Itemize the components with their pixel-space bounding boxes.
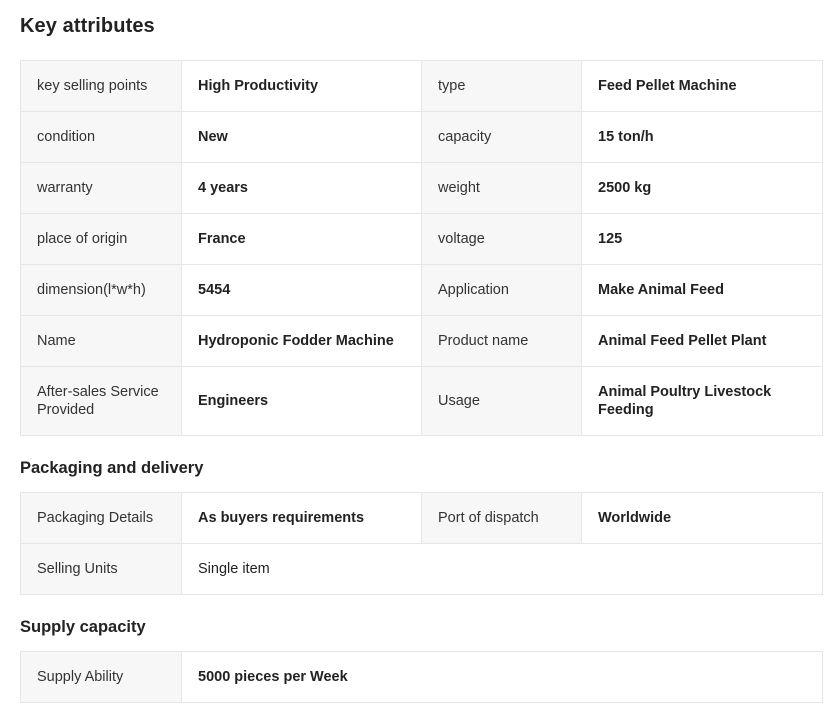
table-row bbox=[21, 367, 823, 436]
key-attributes-table bbox=[20, 60, 823, 436]
table-row bbox=[21, 316, 823, 367]
attribute-label: Port of dispatch bbox=[422, 493, 582, 544]
table-row bbox=[21, 652, 823, 703]
attribute-label: After-sales Service Provided bbox=[21, 367, 182, 436]
supply-capacity-heading: Supply capacity bbox=[20, 618, 146, 636]
attribute-value: High Productivity bbox=[182, 61, 422, 112]
table-row bbox=[21, 544, 823, 595]
attribute-value: 15 ton/h bbox=[582, 112, 823, 163]
table-row bbox=[21, 163, 823, 214]
attribute-value: 5454 bbox=[182, 265, 422, 316]
table-row bbox=[21, 214, 823, 265]
attribute-value: 4 years bbox=[182, 163, 422, 214]
table-row bbox=[21, 61, 823, 112]
attribute-label: capacity bbox=[422, 112, 582, 163]
attribute-value: Feed Pellet Machine bbox=[582, 61, 823, 112]
table-row bbox=[21, 265, 823, 316]
attribute-value: Worldwide bbox=[582, 493, 823, 544]
attribute-value: 2500 kg bbox=[582, 163, 823, 214]
attribute-label: weight bbox=[422, 163, 582, 214]
attribute-label: key selling points bbox=[21, 61, 182, 112]
supply-capacity-table bbox=[20, 651, 823, 703]
attribute-label: Usage bbox=[422, 367, 582, 436]
packaging-heading: Packaging and delivery bbox=[20, 459, 204, 477]
attribute-label: Name bbox=[21, 316, 182, 367]
attribute-value: As buyers requirements bbox=[182, 493, 422, 544]
attribute-value: New bbox=[182, 112, 422, 163]
key-attributes-heading: Key attributes bbox=[20, 15, 155, 37]
attribute-value: France bbox=[182, 214, 422, 265]
attribute-value: Animal Poultry Livestock Feeding bbox=[582, 367, 823, 436]
attribute-value: Animal Feed Pellet Plant bbox=[582, 316, 823, 367]
attribute-value: 5000 pieces per Week bbox=[182, 652, 823, 703]
attribute-label: Application bbox=[422, 265, 582, 316]
attribute-label: warranty bbox=[21, 163, 182, 214]
attribute-label: dimension(l*w*h) bbox=[21, 265, 182, 316]
attribute-label: type bbox=[422, 61, 582, 112]
table-row bbox=[21, 112, 823, 163]
attribute-value: Engineers bbox=[182, 367, 422, 436]
packaging-table bbox=[20, 492, 823, 595]
attribute-label: place of origin bbox=[21, 214, 182, 265]
attribute-value: 125 bbox=[582, 214, 823, 265]
attribute-label: voltage bbox=[422, 214, 582, 265]
attribute-label: Product name bbox=[422, 316, 582, 367]
table-row bbox=[21, 493, 823, 544]
attribute-label: condition bbox=[21, 112, 182, 163]
attribute-label: Supply Ability bbox=[21, 652, 182, 703]
attribute-value: Make Animal Feed bbox=[582, 265, 823, 316]
attribute-value: Hydroponic Fodder Machine bbox=[182, 316, 422, 367]
attribute-value: Single item bbox=[182, 544, 823, 595]
attribute-label: Selling Units bbox=[21, 544, 182, 595]
attribute-label: Packaging Details bbox=[21, 493, 182, 544]
